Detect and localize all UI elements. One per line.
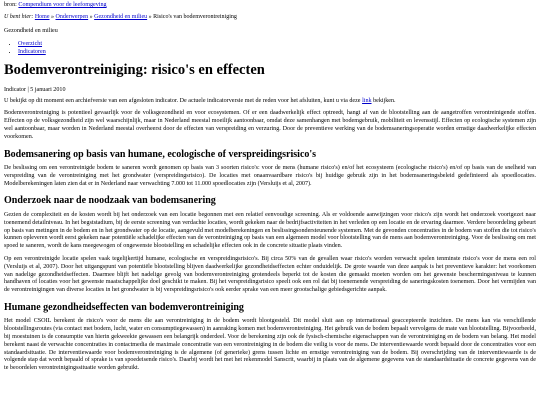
archive-notice-end: bekijken. <box>373 97 396 104</box>
indicator-meta <box>4 87 536 95</box>
source-label: bron: <box>4 2 17 8</box>
breadcrumb-gezondheid-en-milieu[interactable]: Gezondheid en milieu <box>94 13 148 20</box>
breadcrumb-prefix: U bent hier: <box>4 13 34 20</box>
subnav-link-overzicht[interactable]: Overzicht <box>18 41 43 48</box>
breadcrumb-current: Risico's van bodemverontreiniging <box>153 13 237 20</box>
page-title: Bodemverontreiniging: risico's en effecten <box>4 61 265 78</box>
breadcrumb-home[interactable]: Home <box>34 13 50 20</box>
paragraph: Gezien de complexiteit en de kosten wordt bij het onderzoek van een locatie begonnen met een relatief eenvoudige screening. Als er voldoende aanwijzingen voor risico's zijn wordt het onderzoek voortgezet naar toenemend detailniveau. In het begststadium, bij de eerste screening van verdachte locaties, wordt gekeken naar de bedrijfsactiviteiten in het verleden op een locatie en de ervaring daarmee. Verdere beoordeling gebeurt op basis van metingen in de bodem en in het grondwater op de locatie, aangevuld met modelberekeningen en beslissingsondersteunende systemen. Met de gevonden concentraties in de bodem van stoffen die tot risico's kunnen opleveren wordt eerst gekeken naar potentiële schadelijke effecten van de verontreiniging op basis van een algemeen model voor blootstelling van de mens aan bodemverontreiniging. Voor de beslissing om met spoed te saneren, wordt de kans meegewogen of ongewenste blootstelling en schadelijke effecten ook in de concrete situatie plaats vinden. <box>4 211 536 250</box>
paragraph: Op een verontreinigde locatie spelen vaak tegelijkertijd humane, ecologische en verspreidingsrisico's. Bij circa 50% van de gevallen waar risico's worden verwacht spelen tenminste risico's voor de mens een rol (Versluijs et al, 2007). Door het uitgangspunt van potentiële blootstelling blijven daadwerkelijke gezondheidseffecten echter onduidelijk. De grote waarde van deze aanpak is het preventieve karakter: het voorkomen van nadelige gezondheidseffecten. Daarmee blijft het nadelige gevolg van bodemverontreiniging grotendeels beperkt tot de kosten die gemaakt moeten worden om het gewenste beschermingsniveau te kunnen handhaven of locaties voor het gewenste maatschappelijke doel geschikt te maken. Bij het verspreidingsrisico speelt ook een rol dat bij toenemende verspreiding de saneringskosten toenemen. Door het vermijden van de verontreinigingen van diverse locaties in het grondwater is bij verspreidingsrisico's ook eerder sprake van een meer grootschalige gebiedsgerichte aanpak. <box>4 255 536 294</box>
subnav-link-indicatoren[interactable]: Indicatoren <box>18 49 46 56</box>
archive-notice <box>4 98 536 106</box>
subnav <box>4 41 536 57</box>
meta-type: Indicator <box>4 86 26 93</box>
breadcrumb-onderwerpen[interactable]: Onderwerpen <box>55 13 89 20</box>
heading-onderzoek-noodzaak: Onderzoek naar de noodzaak van bodemsanering <box>4 195 216 207</box>
breadcrumb-separator: » <box>51 13 54 20</box>
intro-paragraph: Bodemverontreiniging is potentieel gevaarlijk voor de volksgezondheid en voor ecosystemen. Of er een daadwerkelijk effect optreedt, hangt af van de blootstelling aan de aangetroffen verontreinigende stoffen. Effecten op de volksgezondheid zijn wel waarschijnlijk, maar in Nederland meestal moeilijk aantoonbaar, omdat deze samenhangen met bodemgebruik, mobiliteit en levensstijl. Effecten op ecologische systemen zijn wel aantoonbaar, maar worden in Nederland meestal overheerst door de effecten van verspreiding en verzuring. Door de preventieve werking van de bodemsaneringsoperatie worden ernstige daadwerkelijke effecten voorkomen. <box>4 110 536 140</box>
paragraph: Het model CSOIL berekent de risico's voor de mens die aan verontreiniging in de bodem wordt blootgesteld. Dit model sluit aan op internationaal geaccepteerde inzichten. De mens kan via verschillende blootstellingsroutes (via contact met bodem, lucht, water en consumptiegewassen) in aanraking komen met bodemverontreiniging. Het gebruik van de bodem bepaalt vervolgens de mate van blootstelling. Bijvoorbeeld, bij moestuinen is de consumptie van hierin gekweekte gewassen een belangrijk onderdeel. Voor de berekening zijn ook de fysisch-chemische eigenschappen van de verontreiniging en de bodem van belang. Het model berekent naast de verwachte concentraties in contactmedia de maximale concentratie van een verontreiniging in de bodem die veilig is voor de mens. De interventiewaarde wordt bepaald door de concentraties voor een standaardsituatie. De interventiewaarde voor bodemverontreiniging is de algemene (of generieke) grens tussen lichte en ernstige verontreiniging van de bodem. Bij overschrijding van de interventiewaarde is de volgende stap dat wordt bepaald of sprake is van spoedeisende risico's. Daarbij wordt het met het rekenmodel Sanscrit, waarbij in plaats van de algemene gegevens van de standaardsituatie de concrete gegevens van de te beoordelen verontreinigingssituatie worden gebruikt. <box>4 318 536 372</box>
heading-bodemsanering-risicos: Bodemsanering op basis van humane, ecologische of verspreidingsrisico's <box>4 148 317 160</box>
meta-date: 5 januari 2010 <box>30 86 66 93</box>
subnav-item-overzicht <box>18 41 536 49</box>
source-line <box>4 2 536 10</box>
heading-humane-gezondheidseffecten: Humane gezondheidseffecten van bodemverontreiniging <box>4 301 244 313</box>
breadcrumb <box>4 14 536 22</box>
meta-separator: | <box>27 86 29 93</box>
breadcrumb-separator: » <box>148 13 152 20</box>
source-link[interactable]: Compendium voor de leefomgeving <box>18 2 107 8</box>
archive-notice-text: U bekijkt op dit moment een archiefversie van een afgesloten indicator. De actuele indicatorversie met de reden voor het afsluiten, kunt u via deze <box>4 97 361 104</box>
archive-link[interactable]: link <box>362 97 372 104</box>
paragraph: De beslissing om een verontreinigde bodem te saneren wordt genomen op basis van 3 soorten risico's: voor de mens (humane risico's) en/of het ecosysteem (ecologische risico's) en/of op basis van de snelheid van verspreiding van de verontreiniging met het grondwater (verspreidingsrisico). De locaties met onaanvaardbare risico's bij huidige gebruik zijn in het bodemsaneringsbeleid gedefinieerd als spoedlocaties. Modelberekeningen laten zien dat er in Nederland naar verwachting 7.000 tot 11.000 spoedlocaties zijn (Versluijs et al, 2007). <box>4 165 536 187</box>
section-title: Gezondheid en milieu <box>4 28 58 35</box>
breadcrumb-separator: » <box>89 13 93 20</box>
subnav-item-indicatoren <box>18 49 536 57</box>
